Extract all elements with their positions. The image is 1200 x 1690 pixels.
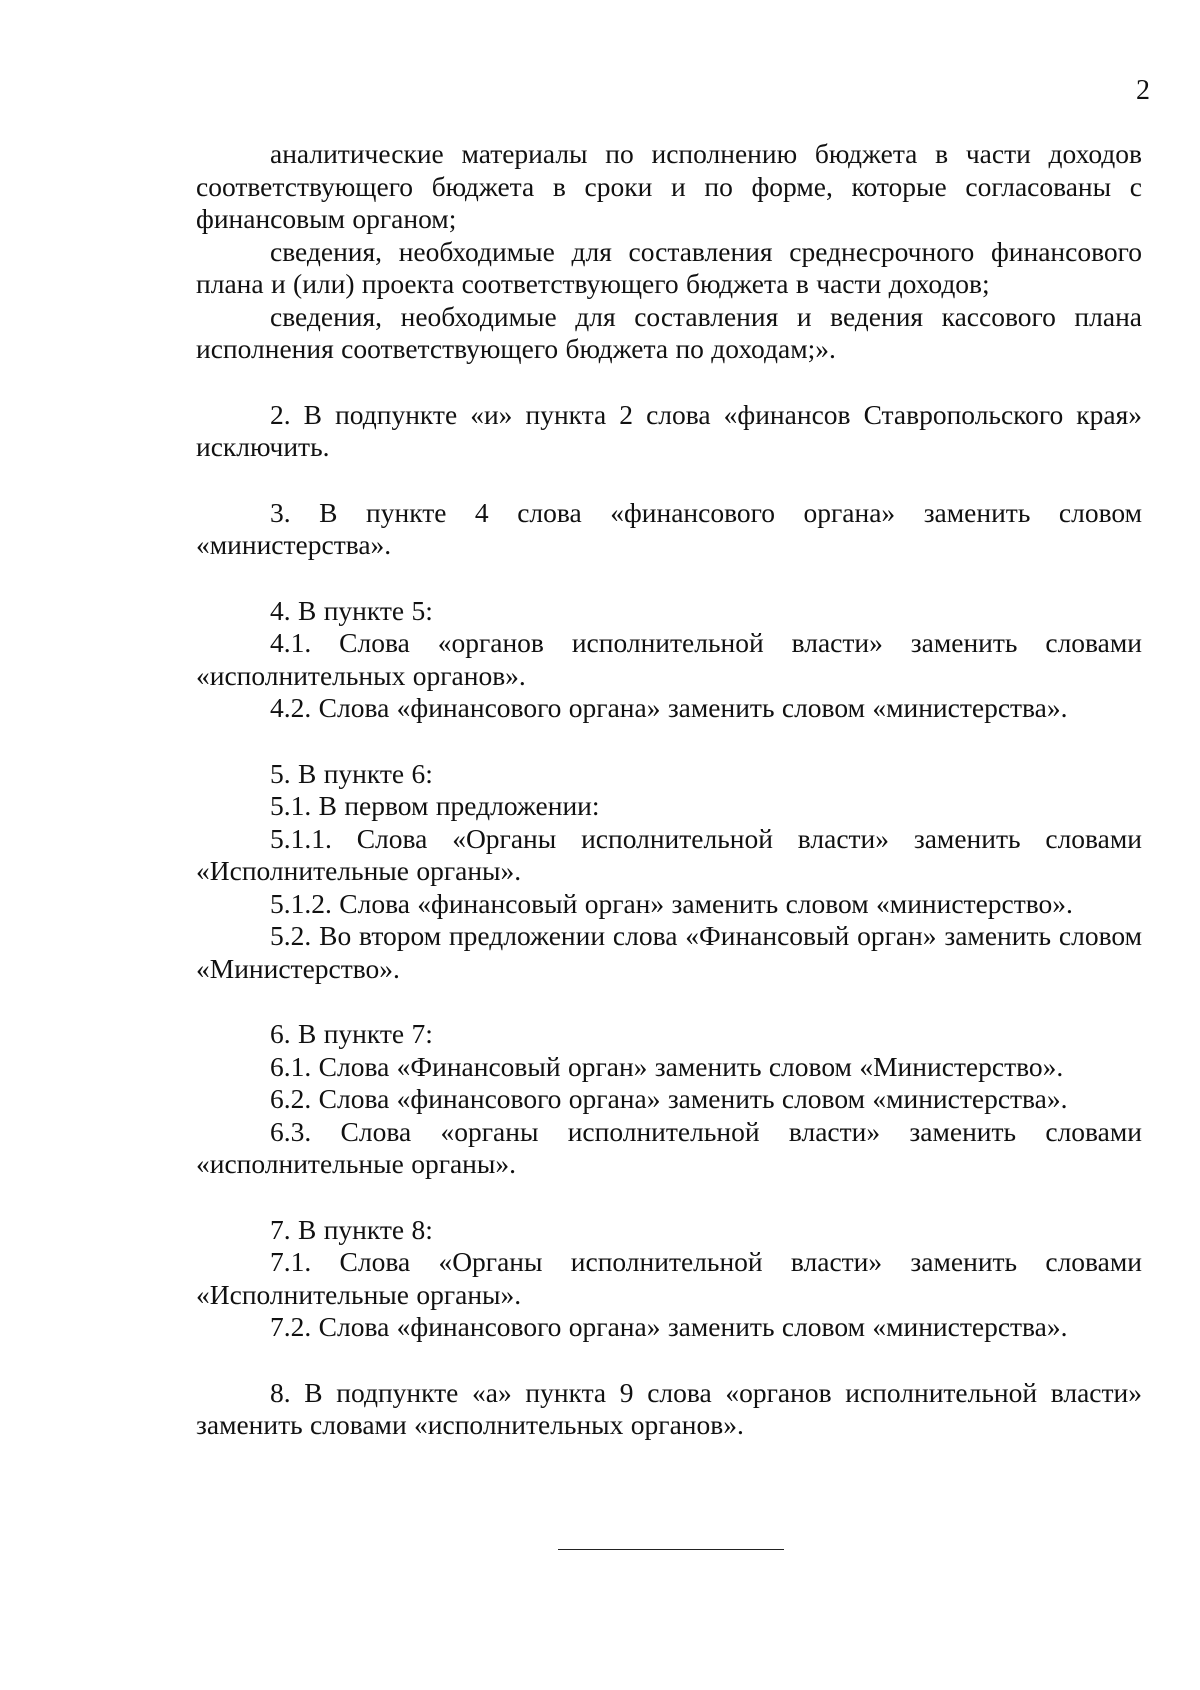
paragraph: 4.2. Слова «финансового органа» заменить словом «министерства».: [270, 692, 1068, 723]
paragraph-gap: [196, 1181, 1142, 1214]
paragraph: 5.1.1. Слова «Органы исполнительной власти» заменить словами «Исполнительные органы».: [196, 822, 1142, 886]
paragraph: 6. В пункте 7:: [270, 1018, 433, 1049]
paragraph: 5.2. Во втором предложении слова «Финансовый орган» заменить словом «Министерство».: [196, 920, 1142, 984]
paragraph-gap: [196, 464, 1142, 497]
page-number: 2: [1136, 75, 1150, 106]
paragraph: 6.1. Слова «Финансовый орган» заменить словом «Министерство».: [270, 1050, 1064, 1082]
paragraph: 5.1. В первом предложении:: [270, 790, 600, 821]
paragraph: 6.3. Слова «органы исполнительной власти» заменить словами «исполнительные органы».: [196, 1115, 1142, 1179]
paragraph: 4. В пункте 5:: [270, 594, 433, 626]
closing-rule: [558, 1549, 784, 1550]
paragraph: 6.2. Слова «финансового органа» заменить словом «министерства».: [270, 1083, 1068, 1114]
paragraph: сведения, необходимые для составления среднесрочного финансового плана и (или) проекта соответствующего бюджета в части доходов;: [196, 235, 1142, 299]
paragraph: 4.1. Слова «органов исполнительной власти» заменить словами «исполнительных органов».: [196, 627, 1142, 691]
paragraph: 7.1. Слова «Органы исполнительной власти» заменить словами «Исполнительные органы».: [196, 1246, 1142, 1310]
paragraph-gap: [196, 366, 1142, 399]
document-body: [196, 138, 1142, 1442]
paragraph-gap: [196, 985, 1142, 1018]
paragraph: 2. В подпункте «и» пункта 2 слова «финансов Ставропольского края» исключить.: [196, 398, 1142, 462]
paragraph-gap: [196, 562, 1142, 595]
paragraph: 7.2. Слова «финансового органа» заменить словом «министерства».: [270, 1311, 1068, 1342]
paragraph: 5. В пункте 6:: [270, 757, 433, 789]
paragraph: 8. В подпункте «а» пункта 9 слова «органов исполнительной власти» заменить словами «исполнительных органов».: [196, 1376, 1142, 1440]
paragraph: аналитические материалы по исполнению бюджета в части доходов соответствующего бюджета в сроки и по форме, которые согласованы с финансовым органом;: [196, 138, 1142, 234]
paragraph-gap: [196, 1344, 1142, 1377]
paragraph: сведения, необходимые для составления и ведения кассового плана исполнения соответствующего бюджета по доходам;».: [196, 300, 1142, 364]
paragraph: 7. В пункте 8:: [270, 1213, 433, 1245]
paragraph: 3. В пункте 4 слова «финансового органа» заменить словом «министерства».: [196, 496, 1142, 560]
paragraph-gap: [196, 725, 1142, 758]
paragraph: 5.1.2. Слова «финансовый орган» заменить словом «министерство».: [270, 887, 1073, 919]
